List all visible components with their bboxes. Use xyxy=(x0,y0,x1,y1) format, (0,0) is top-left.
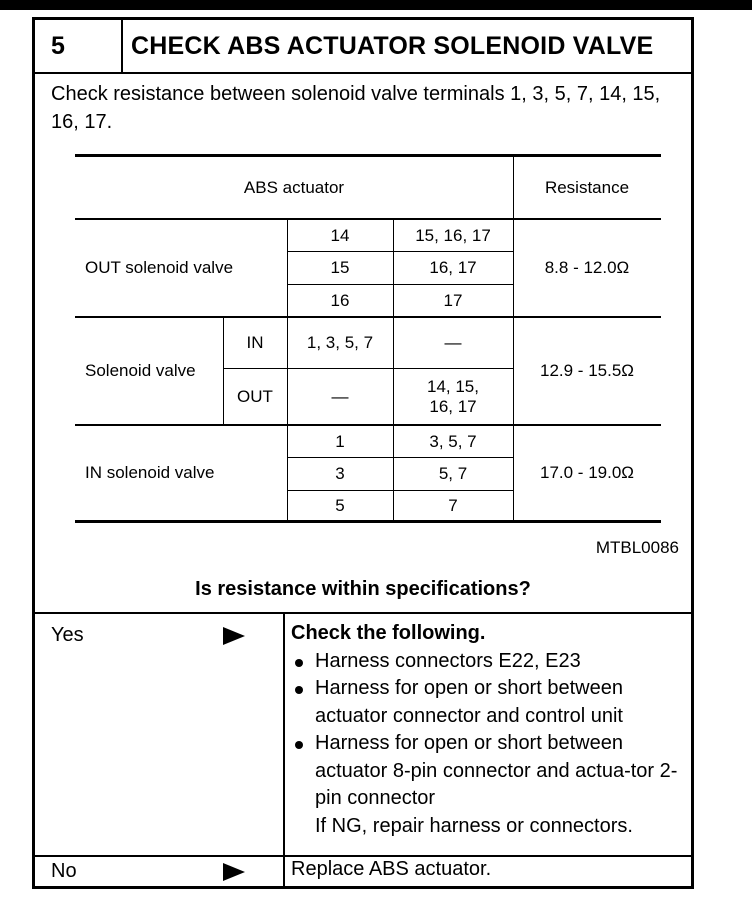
terminal-from: 1, 3, 5, 7 xyxy=(306,333,374,352)
group-name: OUT solenoid valve xyxy=(85,258,234,277)
check-list xyxy=(291,648,687,813)
terminal-from: 16 xyxy=(330,290,350,310)
yes-label: Yes xyxy=(51,624,84,646)
terminal-from: — xyxy=(331,386,349,406)
instruction-text: Check resistance between solenoid valve terminals 1, 3, 5, 7, 14, 15, 16, 17. xyxy=(51,83,661,133)
terminal-from: 5 xyxy=(335,495,345,515)
col-header-actuator: ABS actuator xyxy=(243,177,345,197)
resistance-value: 12.9 - 15.5Ω xyxy=(540,361,634,380)
terminal-to: 7 xyxy=(448,495,458,515)
check-item: Harness for open or short between actuator 8-pin connector and actua-tor 2-pin connector xyxy=(291,730,687,813)
terminal-to: 3, 5, 7 xyxy=(429,431,477,451)
no-action: Replace ABS actuator. xyxy=(291,858,492,880)
terminal-from: 1 xyxy=(335,431,345,451)
question-text: Is resistance within specifications? xyxy=(195,578,531,600)
check-item: Harness connectors E22, E23 xyxy=(291,648,687,676)
top-rule xyxy=(0,0,752,10)
yes-action xyxy=(291,620,687,840)
terminal-to: 16, 17 xyxy=(429,258,477,277)
col-header-resistance: Resistance xyxy=(544,177,630,197)
arrow-right-icon xyxy=(223,627,245,645)
group-name: IN solenoid valve xyxy=(85,463,215,482)
resistance-table xyxy=(75,154,661,524)
sub-label: IN xyxy=(246,333,264,352)
group-name: Solenoid valve xyxy=(85,361,196,380)
terminal-from: 14 xyxy=(330,225,350,245)
arrow-right-icon xyxy=(223,863,245,881)
result-divider xyxy=(35,612,691,614)
sub-label: OUT xyxy=(237,386,273,406)
step-header xyxy=(35,20,691,74)
repair-note: If NG, repair harness or connectors. xyxy=(315,814,633,837)
terminal-from: 15 xyxy=(330,258,350,277)
action-heading: Check the following. xyxy=(291,622,486,644)
terminal-to: 14, 15, 16, 17 xyxy=(427,376,479,416)
result-column-divider xyxy=(283,614,285,889)
terminal-to: 17 xyxy=(443,290,463,310)
terminal-to: 15, 16, 17 xyxy=(415,225,491,245)
check-item: Harness for open or short between actuator connector and control unit xyxy=(291,675,687,730)
terminal-to: 5, 7 xyxy=(438,464,468,483)
step-title: CHECK ABS ACTUATOR SOLENOID VALVE xyxy=(131,32,654,60)
resistance-value: 17.0 - 19.0Ω xyxy=(540,463,634,482)
resistance-value: 8.8 - 12.0Ω xyxy=(544,258,630,277)
terminal-to: — xyxy=(444,333,462,352)
terminal-from: 3 xyxy=(335,464,345,483)
procedure-box xyxy=(32,17,694,889)
no-label: No xyxy=(51,860,77,882)
step-number: 5 xyxy=(35,20,123,72)
figure-id: MTBL0086 xyxy=(595,538,679,557)
